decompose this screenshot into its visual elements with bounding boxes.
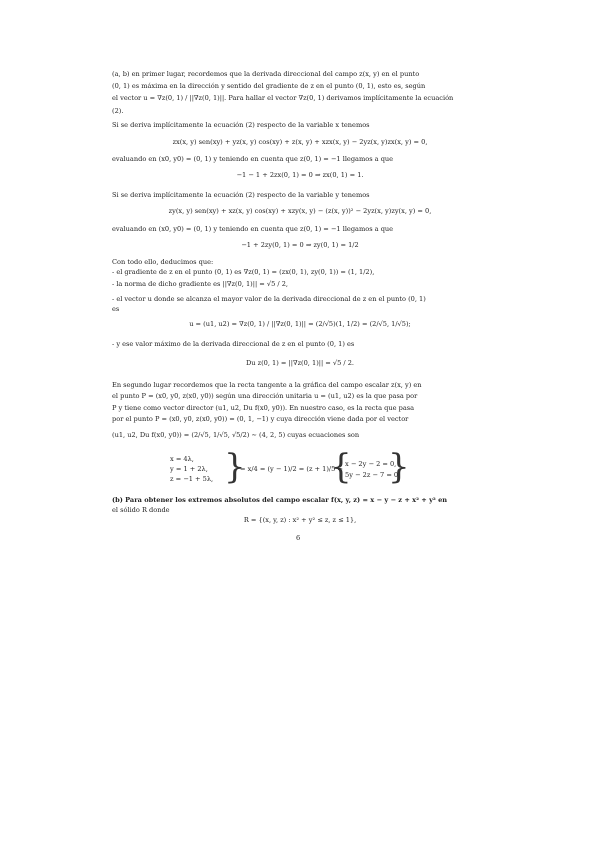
equation: −1 + 2zy(0, 1) = 0 ⇒ zy(0, 1) = 1/2 [241, 241, 359, 249]
text-line: el sólido R donde [112, 506, 170, 514]
equation: −1 − 1 + 2zx(0, 1) = 0 ⇒ zx(0, 1) = 1. [236, 171, 364, 179]
equation: u = (u1, u2) = ∇z(0, 1) / ||∇z(0, 1)|| = (2/√5)(1, 1/2) = (2/√5, 1/√5); [189, 320, 411, 328]
text-line: por el punto P = (x0, y0, z(x0, y0)) = (0, 1, −1) y cuya dirección viene dada por el vector [112, 415, 409, 423]
text-line: - el vector u donde se alcanza el mayor valor de la derivada direccional de z en el punto (0, 1) [112, 295, 426, 303]
right-brace: } [388, 447, 410, 487]
text-line: el punto P = (x0, y0, z(x0, y0)) según una dirección unitaria u = (u1, u2) es la que pasa por [112, 392, 418, 400]
equation: zx(x, y) sen(xy) + yz(x, y) cos(xy) + z(x, y) + xzx(x, y) − 2yz(x, y)zx(x, y) = 0, [172, 138, 428, 146]
text-line: Si se deriva implícitamente la ecuación (2) respecto de la variable y tenemos [112, 191, 370, 199]
text-line: evaluando en (x0, y0) = (0, 1) y teniendo en cuenta que z(0, 1) = −1 llegamos a que [112, 155, 394, 163]
text-line: es [112, 305, 120, 313]
equation: Du z(0, 1) = ||∇z(0, 1)|| = √5 / 2. [245, 359, 355, 367]
text-line: (b) Para obtener los extremos absolutos del campo escalar f(x, y, z) = x − y − z + x² + y² en [112, 496, 448, 504]
text-line: - el gradiente de z en el punto (0, 1) es ∇z(0, 1) = (zx(0, 1), zy(0, 1)) = (1, 1/2), [112, 268, 375, 276]
equation: zy(x, y) sen(xy) + xz(x, y) cos(xy) + xzy(x, y) − (z(x, y))² − 2yz(x, y)zy(x, y) = 0, [168, 207, 432, 215]
system-left-2: y = 1 + 2λ, [170, 465, 208, 473]
text-line: - la norma de dicho gradiente es ||∇z(0, 1)|| = √5 / 2, [112, 280, 288, 288]
text-line: Si se deriva implícitamente la ecuación (2) respecto de la variable x tenemos [112, 121, 370, 129]
text-line: (2). [112, 107, 124, 115]
left-brace: { [330, 447, 352, 487]
text-line: (u1, u2, Du f(x0, y0)) = (2/√5, 1/√5, √5/2) ∼ (4, 2, 5) cuyas ecuaciones son [112, 431, 360, 439]
right-brace: } [224, 447, 246, 487]
system-left-1: x = 4λ, [170, 455, 194, 463]
text-line: - y ese valor máximo de la derivada direccional de z en el punto (0, 1) es [112, 340, 355, 348]
text-line: (a, b) en primer lugar, recordemos que la derivada direccional del campo z(x, y) en el punto [112, 70, 420, 78]
text-line: (0, 1) es máxima en la dirección y sentido del gradiente de z en el punto (0, 1), esto es, según [112, 82, 426, 90]
system-right-1: x − 2y − 2 = 0, [345, 460, 397, 468]
page-number: 6 [296, 534, 301, 542]
system-right-2: 5y − 2z − 7 = 0. [345, 471, 401, 479]
text-line: el vector u = ∇z(0, 1) / ||∇z(0, 1)||. Para hallar el vector ∇z(0, 1) derivamos implícitamente la ecuación [112, 94, 454, 102]
text-line: P y tiene como vector director (u1, u2, Du f(x0, y0)). En nuestro caso, es la recta que pasa [112, 404, 415, 412]
equation: R = {(x, y, z) : x² + y² ≤ z, z ≤ 1}, [243, 516, 357, 524]
text-line: En segundo lugar recordemos que la recta tangente a la gráfica del campo escalar z(x, y) en [112, 381, 422, 389]
text-line: evaluando en (x0, y0) = (0, 1) y teniendo en cuenta que z(0, 1) = −1 llegamos a que [112, 225, 394, 233]
system-middle: = x/4 = (y − 1)/2 = (z + 1)/5 = [240, 465, 343, 473]
text-line: Con todo ello, deducimos que: [112, 258, 214, 266]
system-left-3: z = −1 + 5λ, [170, 475, 214, 483]
